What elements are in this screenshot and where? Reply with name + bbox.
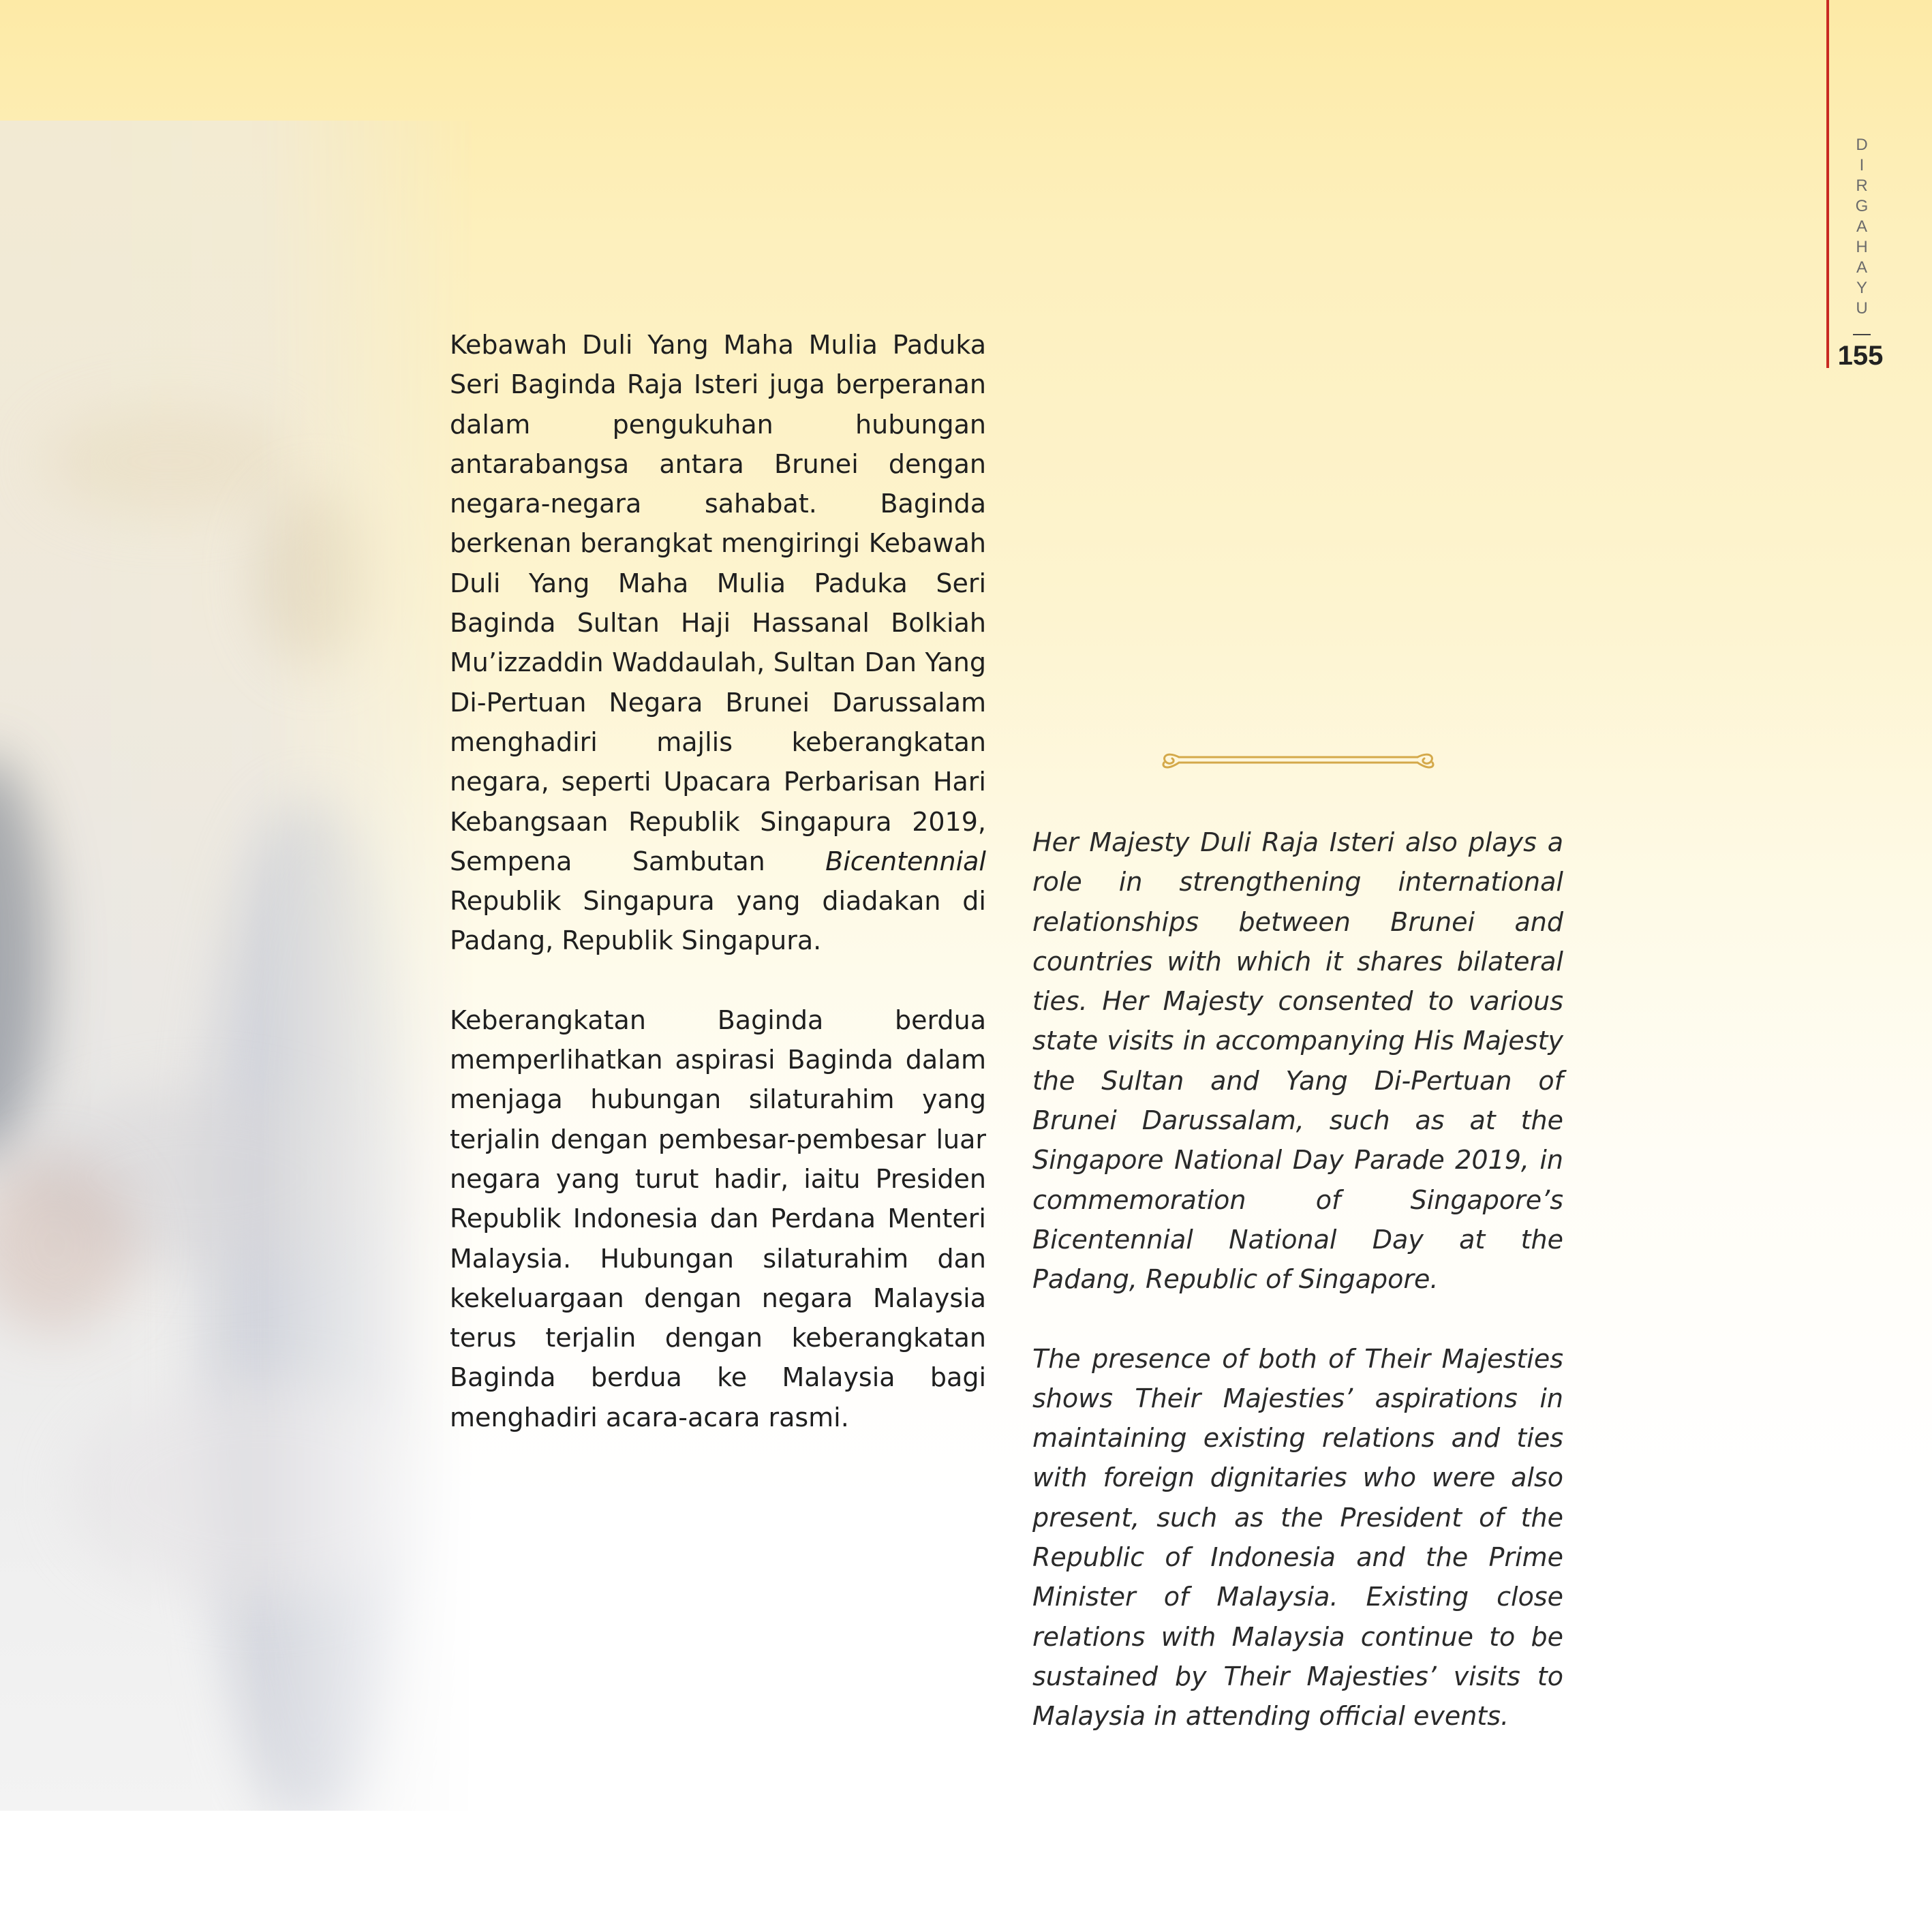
page-number: 155	[1837, 341, 1884, 371]
english-paragraph-1: Her Majesty Duli Raja Isteri also plays a role in strengthening international relationships between Brunei and countries with which it shares bilateral ties. Her Majesty consented to various state visits in accompanying His Majesty the Sultan and Yang Di-Pertuan of Brunei Darussalam, such as at the Singapore National Day Parade 2019, in commemoration of Singapore’s Bicentennial National Day at the Padang, Republic of Singapore.	[1032, 827, 1563, 1295]
blurred-background-photo	[0, 121, 477, 1811]
english-text-column	[1032, 823, 1563, 1776]
page-number-dash	[1853, 334, 1871, 335]
gold-scroll-divider-icon	[1159, 748, 1438, 772]
dirgahayu-vertical-label: D I R G A H A Y U	[1855, 136, 1869, 318]
malay-paragraph-2: Keberangkatan Baginda berdua memperlihatkan aspirasi Baginda dalam menjaga hubungan silaturahim yang terjalin dengan pembesar-pembesar luar negara yang turut hadir, iaitu Presiden Republik Indonesia dan Perdana Menteri Malaysia. Hubungan silaturahim dan kekeluargaan dengan negara Malaysia terus terjalin dengan keberangkatan Baginda berdua ke Malaysia bagi menghadiri acara-acara rasmi.	[450, 1005, 986, 1432]
red-margin-rule	[1826, 0, 1829, 368]
malay-paragraph-1: Kebawah Duli Yang Maha Mulia Paduka Seri Baginda Raja Isteri juga berperanan dalam pengukuhan hubungan antarabangsa antara Brunei dengan negara-negara sahabat. Baginda berkenan berangkat mengiringi Kebawah Duli Yang Maha Mulia Paduka Seri Baginda Sultan Haji Hassanal Bolkiah Mu’izzaddin Waddaulah, Sultan Dan Yang Di-Pertuan Negara Brunei Darussalam menghadiri majlis keberangkatan negara, seperti Upacara Perbarisan Hari Kebangsaan Republik Singapura 2019, Sempena Sambutan Bicentennial Republik Singapura yang diadakan di Padang, Republik Singapura.	[450, 330, 986, 956]
malay-text-column	[450, 325, 986, 1477]
english-paragraph-2: The presence of both of Their Majesties shows Their Majesties’ aspirations in maintaining existing relations and ties with foreign dignitaries who were also present, such as the President of the Republic of Indonesia and the Prime Minister of Malaysia. Existing close relations with Malaysia continue to be sustained by Their Majesties’ visits to Malaysia in attending official events.	[1032, 1343, 1563, 1732]
